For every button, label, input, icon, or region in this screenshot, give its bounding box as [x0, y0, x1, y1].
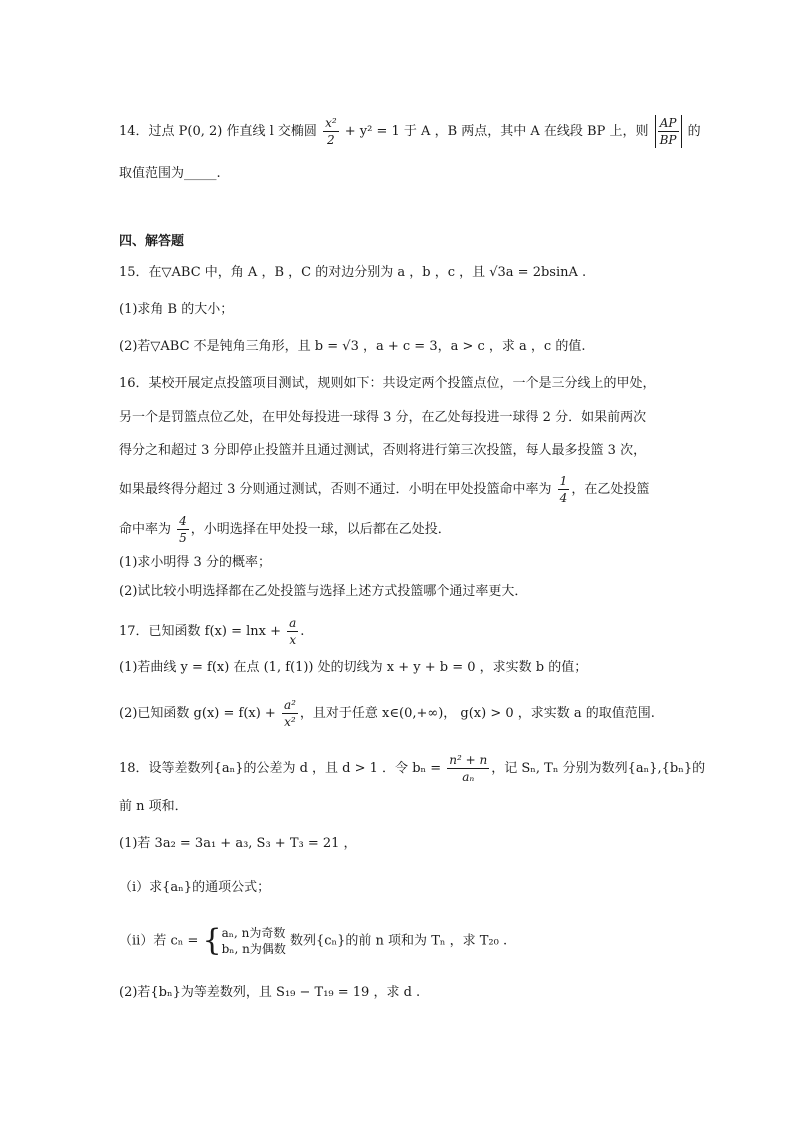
- q18-sub1: （ⅰ）求{aₙ}的通项公式；: [119, 880, 271, 895]
- q17-part2-num: a²: [283, 698, 296, 712]
- q16-rate-yi-den: 5: [179, 531, 187, 545]
- q18-sub2: [119, 925, 507, 957]
- q17-prefix: 17．已知函数 f(x) = lnx +: [119, 624, 286, 639]
- q16-line5: [119, 513, 451, 546]
- q18-frac-den: aₙ: [462, 770, 475, 784]
- q17-part2: [119, 697, 655, 730]
- q18-line2: 前 n 项和．: [119, 799, 188, 814]
- q18-sub2-suffix: 数列{cₙ}的前 n 项和为 Tₙ ，求 T₂₀ .: [285, 933, 508, 949]
- q18-case-odd: aₙ, n为奇数: [221, 926, 286, 940]
- q14-abs-ratio: [655, 115, 682, 148]
- q16-rate-jia-num: 1: [559, 474, 568, 488]
- q18-part1: (1)若 3a₂ = 3a₁ + a₃, S₃ + T₃ = 21 ，: [119, 836, 357, 851]
- q14-frac-num: x²: [325, 116, 337, 130]
- q14-frac-den: 2: [327, 133, 335, 147]
- q18-case-even: bₙ, n为偶数: [221, 942, 286, 956]
- q17-part1: (1)若曲线 y = f(x) 在点 (1, f(1)) 处的切线为 x + y + b = 0 ，求实数 b 的值；: [119, 660, 588, 675]
- q16-part2: (2)试比较小明选择都在乙处投篮与选择上述方式投篮哪个通过率更大．: [119, 584, 528, 599]
- q14-suffix: 的: [683, 124, 701, 139]
- q15-part2: (2)若▽ABC 不是钝角三角形，且 b = √3 ，a + c = 3，a > c ，求 a ，c 的值.: [119, 339, 586, 354]
- section-heading: 四、解答题: [119, 234, 185, 249]
- q17-frac-den: x: [289, 633, 297, 647]
- q14-ellipse-fraction: [323, 115, 339, 148]
- q17-part2-prefix: (2)已知函数 g(x) = f(x) +: [119, 706, 280, 721]
- q14-line2: 取值范围为_____.: [119, 166, 221, 181]
- q16-line4: [119, 473, 649, 506]
- q18-frac-num: n² + n: [449, 753, 488, 767]
- q17-part2-den: x²: [284, 715, 296, 729]
- q14-abs-num: AP: [658, 115, 679, 132]
- q14-prefix: 14．过点 P(0, 2) 作直线 l 交椭圆: [119, 124, 322, 139]
- q18-sub2-prefix: （ⅱ）若 cₙ =: [119, 933, 203, 949]
- q15-stem: 15．在▽ABC 中，角 A ，B ，C 的对边分别为 a ，b ，c ，且 √3a = 2bsinA .: [119, 265, 587, 280]
- q16-line5-suffix: ，小明选择在甲处投一球，以后都在乙处投．: [190, 522, 451, 537]
- q18-suffix: ，记 Sₙ, Tₙ 分别为数列{aₙ},{bₙ}的: [491, 761, 706, 776]
- q18-prefix: 18．设等差数列{aₙ}的公差为 d ，且 d > 1 ．令 bₙ =: [119, 761, 446, 776]
- q16-line3: 得分之和超过 3 分即停止投篮并且通过测试，否则将进行第三次投篮，每人最多投篮 3 次，: [119, 443, 647, 458]
- q16-rate-yi-num: 4: [179, 514, 187, 528]
- q14-line1: [119, 115, 701, 148]
- q14-mid: + y² = 1 于 A ，B 两点，其中 A 在线段 BP 上，则: [340, 124, 653, 139]
- q17-stem: [119, 615, 304, 648]
- q15-part1: (1)求角 B 的大小；: [119, 302, 234, 317]
- q16-line4-prefix: 如果最终得分超过 3 分则通过测试，否则不通过．小明在甲处投篮命中率为: [119, 482, 556, 497]
- q17-part2-suffix: ，且对于任意 x∈(0,+∞)， g(x) > 0 ，求实数 a 的取值范围.: [299, 706, 655, 721]
- q16-part1: (1)求小明得 3 分的概率；: [119, 555, 271, 570]
- q16-rate-jia: [558, 473, 570, 506]
- q16-line5-prefix: 命中率为: [119, 522, 176, 537]
- q17-fraction: [287, 615, 298, 648]
- q16-line2: 另一个是罚篮点位乙处，在甲处每投进一球得 3 分，在乙处每投进一球得 2 分．如果前两次: [119, 410, 647, 425]
- q14-abs-den: BP: [659, 133, 677, 147]
- q18-piecewise: [222, 925, 286, 957]
- q16-line4-suffix: ，在乙处投篮: [571, 482, 650, 497]
- q17-part2-fraction: [282, 697, 298, 730]
- q18-part2: (2)若{bₙ}为等差数列，且 S₁₉ − T₁₉ = 19 ，求 d .: [119, 985, 421, 1000]
- q16-line1: 16．某校开展定点投篮项目测试，规则如下：共设定两个投篮点位，一个是三分线上的甲处，: [119, 376, 656, 391]
- q17-frac-num: a: [289, 616, 297, 630]
- left-brace-icon: {: [202, 923, 222, 958]
- q18-stem: [119, 752, 705, 785]
- q16-rate-yi: [177, 513, 189, 546]
- q18-fraction: [447, 752, 489, 785]
- q17-suffix: .: [300, 624, 305, 639]
- q16-rate-jia-den: 4: [559, 491, 568, 505]
